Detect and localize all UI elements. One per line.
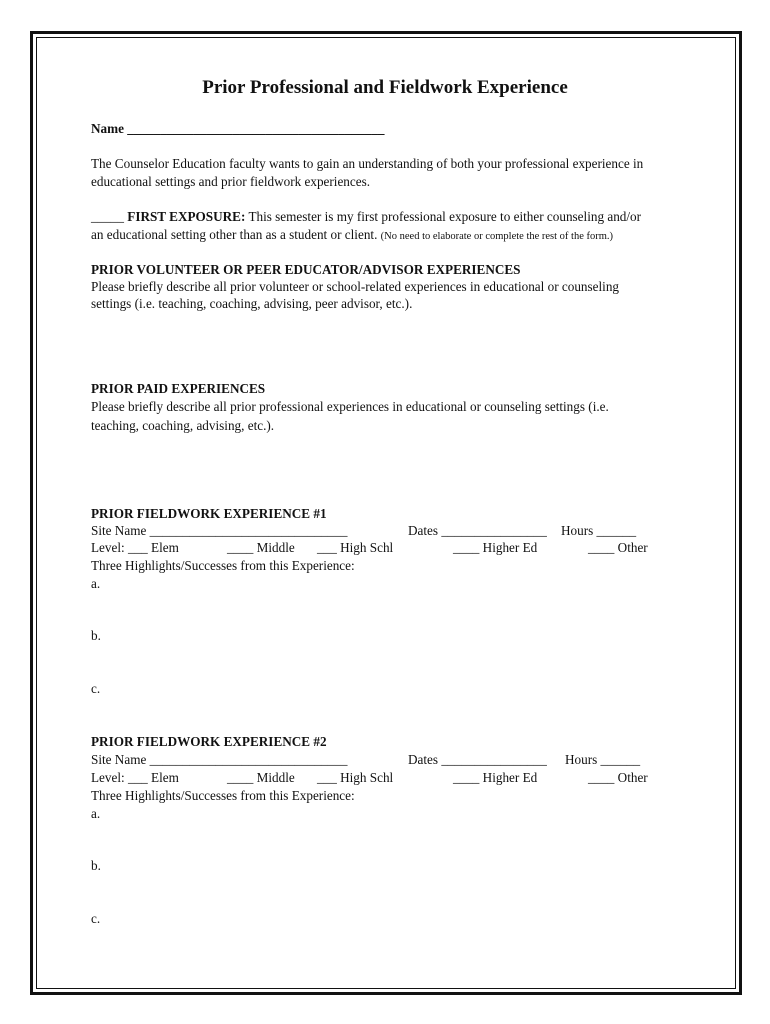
fieldwork-1-highlight-b: b. [91,628,101,643]
fieldwork-2-hours[interactable]: Hours ______ [565,752,641,767]
intro-line-1: The Counselor Education faculty wants to gain an understanding of both your professional experience in [91,156,644,171]
fieldwork-2-level-other[interactable]: ____ Other [588,770,648,785]
fieldwork-1-level-other[interactable]: ____ Other [588,540,648,555]
fieldwork-1-highlight-a: a. [91,576,101,591]
volunteer-line-2: settings (i.e. teaching, coaching, advising, peer advisor, etc.). [91,296,413,311]
first-exposure-line-1 [91,209,641,225]
paid-line-2: teaching, coaching, advising, etc.). [91,418,275,433]
fieldwork-2-highlight-c: c. [91,911,101,926]
fieldwork-1-highlights-label: Three Highlights/Successes from this Experience: [91,558,355,573]
fieldwork-1-hours[interactable]: Hours ______ [561,523,637,538]
fieldwork-2-level-high[interactable]: ___ High Schl [317,770,394,785]
first-exposure-line-2 [91,227,613,245]
volunteer-line-1: Please briefly describe all prior volunteer or school-related experiences in educational or counseling [91,279,620,294]
first-exposure-text-2: an educational setting other than as a student or client. [91,227,378,242]
fieldwork-2-highlight-b: b. [91,858,101,873]
fieldwork-1-site-name[interactable]: Site Name ______________________________ [91,523,348,538]
first-exposure-note: (No need to elaborate or complete the rest of the form.) [380,231,614,242]
fieldwork-1-heading: PRIOR FIELDWORK EXPERIENCE #1 [91,506,327,521]
paid-heading: PRIOR PAID EXPERIENCES [91,381,266,396]
first-exposure-label: FIRST EXPOSURE: [127,209,246,224]
fieldwork-1-level-high[interactable]: ___ High Schl [317,540,394,555]
intro-line-2: educational settings and prior fieldwork experiences. [91,174,371,189]
fieldwork-1-level-middle[interactable]: ____ Middle [227,540,295,555]
fieldwork-2-highlights-label: Three Highlights/Successes from this Experience: [91,788,355,803]
fieldwork-2-site-name[interactable]: Site Name ______________________________ [91,752,348,767]
first-exposure-text: This semester is my first professional exposure to either counseling and/or [248,209,642,224]
fieldwork-2-level-higher-ed[interactable]: ____ Higher Ed [453,770,538,785]
volunteer-heading: PRIOR VOLUNTEER OR PEER EDUCATOR/ADVISOR EXPERIENCES [91,262,521,277]
first-exposure-blank[interactable]: _____ [91,209,124,224]
form-title: Prior Professional and Fieldwork Experience [202,77,568,98]
fieldwork-2-level-elem[interactable]: Level: ___ Elem [91,770,179,785]
fieldwork-2-heading: PRIOR FIELDWORK EXPERIENCE #2 [91,734,327,749]
fieldwork-1-level-elem[interactable]: Level: ___ Elem [91,540,179,555]
fieldwork-1-dates[interactable]: Dates ________________ [408,523,547,538]
fieldwork-2-dates[interactable]: Dates ________________ [408,752,547,767]
paid-line-1: Please briefly describe all prior professional experiences in educational or counseling settings (i.e. [91,399,609,414]
fieldwork-2-level-middle[interactable]: ____ Middle [227,770,295,785]
fieldwork-2-highlight-a: a. [91,806,101,821]
name-field[interactable]: Name _______________________________________ [91,121,385,136]
fieldwork-1-highlight-c: c. [91,681,101,696]
fieldwork-1-level-higher-ed[interactable]: ____ Higher Ed [453,540,538,555]
